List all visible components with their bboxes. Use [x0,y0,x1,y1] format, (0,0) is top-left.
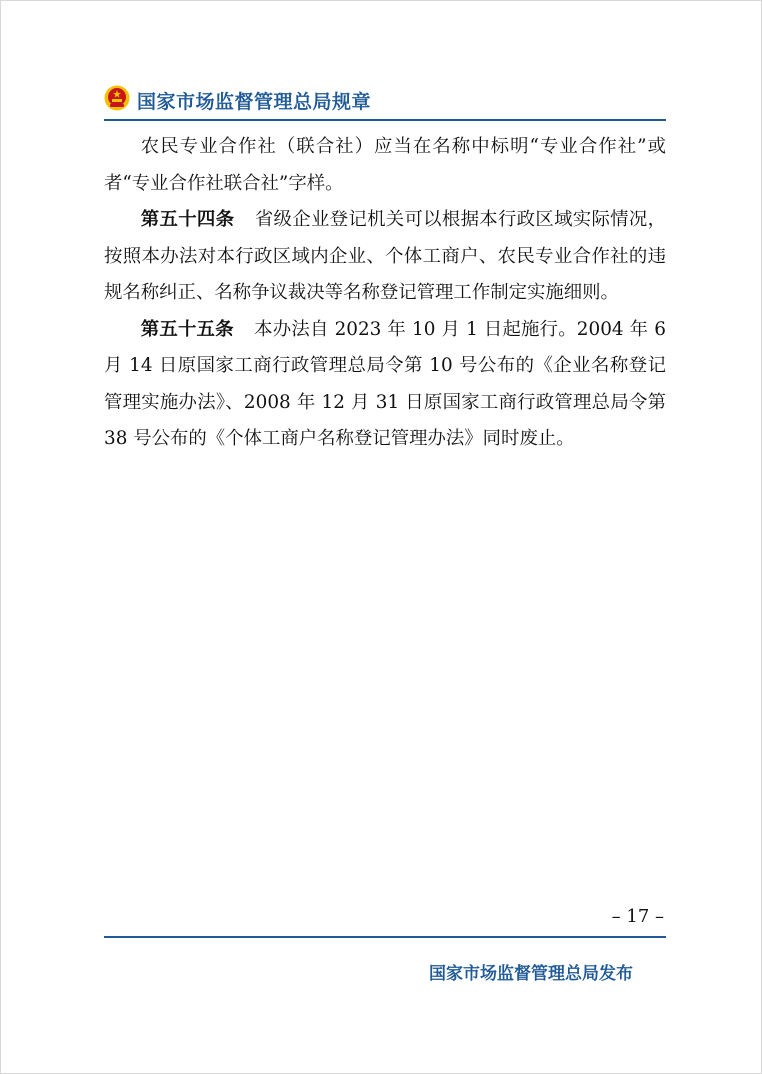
footer-publisher: 国家市场监督管理总局发布 [429,964,633,984]
article-number-54: 第五十四条 [140,209,235,230]
body-text [104,129,666,458]
article-number-55: 第五十五条 [140,318,234,340]
footer-divider [104,936,666,938]
page-header [104,83,666,121]
paragraph-article-55 [104,312,666,458]
article-54-text: 省级企业登记机关可以根据本行政区域实际情况，按照本办法对本行政区域内企业、个体工商户、农民专业合作社的违规名称纠正、名称争议裁决等名称登记管理工作制定实施细则。 [104,209,666,303]
article-55-text: 本办法自 2023 年 10 月 1 日起施行。2004 年 6 月 14 日原国家工商行政管理总局令第 10 号公布的《企业名称登记管理实施办法》、2008 年 12 月 31 日原国家工商行政管理总局令第 38 号公布的《个体工商户名称登记管理办法》同时废止。 [104,318,666,449]
national-emblem-icon [104,85,130,111]
paragraph-article-54 [104,202,666,312]
paragraph-1: 农民专业合作社（联合社）应当在名称中标明“专业合作社”或者“专业合作社联合社”字样。 [104,136,666,194]
header-title: 国家市场监督管理总局规章 [137,91,372,113]
page-number: – 17 – [611,906,664,927]
